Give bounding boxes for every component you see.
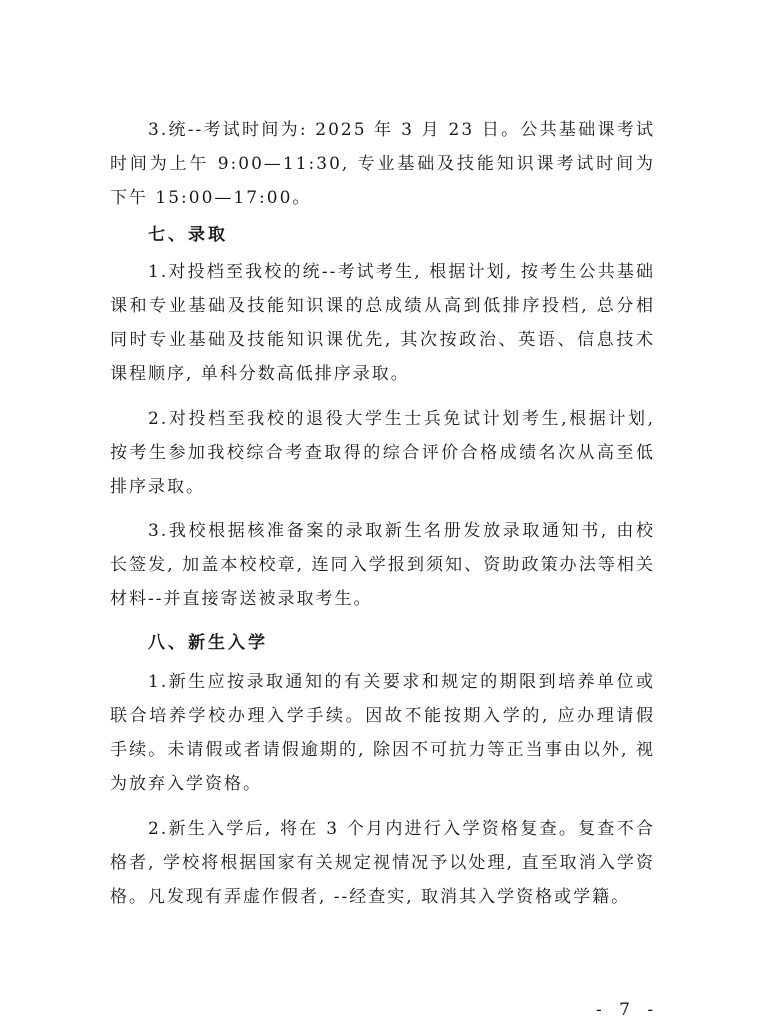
page-number: - 7 - [596,1000,660,1020]
admission-rule-2-paragraph: 2.对投档至我校的退役大学生士兵免试计划考生,根据计划,按考生参加我校综合考查取得的综合评价合格成绩名次从高至低排序录取。 [110,409,655,497]
section-heading-admission: 七、录取 [148,225,228,245]
enrollment-rule-2-paragraph: 2.新生入学后, 将在 3 个月内进行入学资格复查。复查不合格者, 学校将根据国家有关规定视情况予以处理, 直至取消入学资格。凡发现有弄虚作假者, --经查实, 取消其入学资格或学籍。 [110,819,655,907]
exam-time-paragraph: 3.统--考试时间为: 2025 年 3 月 23 日。公共基础课考试时间为上午 9:00—11:30, 专业基础及技能知识课考试时间为下午 15:00—17:00。 [110,120,655,208]
section-heading-enrollment: 八、新生入学 [148,633,268,653]
admission-rule-3-paragraph: 3.我校根据核准备案的录取新生名册发放录取通知书, 由校长签发, 加盖本校校章, 连同入学报到须知、资助政策办法等相关材料--并直接寄送被录取考生。 [110,521,655,609]
enrollment-rule-1-paragraph: 1.新生应按录取通知的有关要求和规定的期限到培养单位或联合培养学校办理入学手续。因故不能按期入学的, 应办理请假手续。未请假或者请假逾期的, 除因不可抗力等正当事由以外, 视为放弃入学资格。 [110,672,655,794]
admission-rule-1-paragraph: 1.对投档至我校的统--考试考生, 根据计划, 按考生公共基础课和专业基础及技能知识课的总成绩从高到低排序投档, 总分相同时专业基础及技能知识课优先, 其次按政治、英语、信息技术课程顺序, 单科分数高低排序录取。 [110,262,655,384]
